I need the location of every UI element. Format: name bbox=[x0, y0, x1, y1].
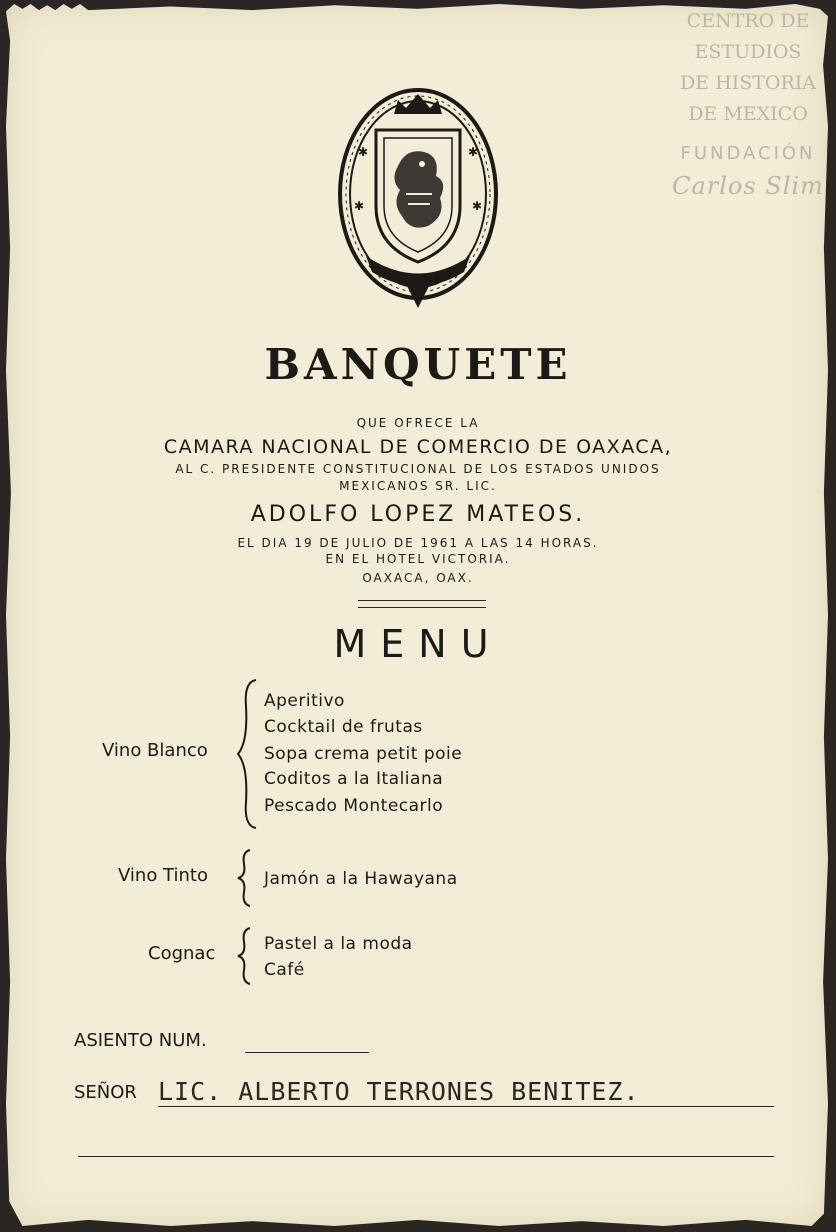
watermark-line: ESTUDIOS bbox=[694, 41, 802, 63]
event-city: OAXACA, OAX. bbox=[362, 571, 474, 585]
blank-line bbox=[78, 1156, 774, 1157]
dish-item: Pastel a la moda bbox=[264, 934, 413, 954]
dish-item: Coditos a la Italiana bbox=[264, 769, 444, 789]
brace-icon bbox=[236, 926, 256, 986]
brace-icon bbox=[236, 848, 256, 908]
host-name: CAMARA NACIONAL DE COMERCIO DE OAXACA, bbox=[163, 436, 673, 458]
watermark-line: DE HISTORIA bbox=[679, 72, 816, 94]
svg-text:✱: ✱ bbox=[354, 199, 365, 213]
seat-number-line bbox=[245, 1052, 369, 1053]
event-date: EL DIA 19 DE JULIO DE 1961 A LAS 14 HORAS. bbox=[237, 536, 599, 550]
brace-icon bbox=[236, 676, 262, 832]
menu-title: MENU bbox=[333, 622, 503, 666]
guest-name: LIC. ALBERTO TERRONES BENITEZ. bbox=[158, 1077, 640, 1106]
svg-text:✱: ✱ bbox=[472, 199, 483, 213]
watermark-line: CENTRO DE bbox=[686, 10, 810, 32]
watermark-line: DE MEXICO bbox=[688, 103, 808, 125]
svg-text:✱: ✱ bbox=[358, 145, 369, 159]
guest-name-line bbox=[158, 1106, 774, 1107]
course-label-cognac: Cognac bbox=[148, 943, 216, 964]
dish-item: Jamón a la Hawayana bbox=[264, 869, 458, 889]
course-label-vino-blanco: Vino Blanco bbox=[102, 740, 208, 761]
divider bbox=[358, 600, 486, 601]
dish-item: Café bbox=[264, 960, 305, 980]
archive-watermark bbox=[668, 6, 828, 202]
watermark-signature: Carlos Slim bbox=[672, 172, 824, 200]
honoree-intro: AL C. PRESIDENTE CONSTITUCIONAL DE LOS ESTADOS UNIDOS bbox=[175, 462, 661, 476]
event-venue: EN EL HOTEL VICTORIA. bbox=[325, 552, 511, 566]
course-label-vino-tinto: Vino Tinto bbox=[118, 865, 208, 886]
dish-item: Sopa crema petit poie bbox=[264, 744, 463, 764]
page-title: BANQUETE bbox=[264, 340, 572, 389]
guest-label: SEÑOR bbox=[74, 1082, 137, 1103]
honoree-intro-continued: MEXICANOS SR. LIC. bbox=[339, 479, 497, 493]
honoree-name: ADOLFO LOPEZ MATEOS. bbox=[250, 502, 586, 527]
watermark-foundation: FUNDACIÓN bbox=[680, 143, 816, 164]
dish-item: Cocktail de frutas bbox=[264, 717, 423, 737]
divider bbox=[358, 607, 486, 608]
svg-text:✱: ✱ bbox=[468, 145, 479, 159]
offered-by-intro: QUE OFRECE LA bbox=[356, 416, 480, 430]
oaxaca-coat-of-arms-icon bbox=[336, 86, 500, 308]
dish-item: Aperitivo bbox=[264, 691, 345, 711]
dish-item: Pescado Montecarlo bbox=[264, 796, 444, 816]
seat-number-label: ASIENTO NUM. bbox=[74, 1030, 207, 1051]
